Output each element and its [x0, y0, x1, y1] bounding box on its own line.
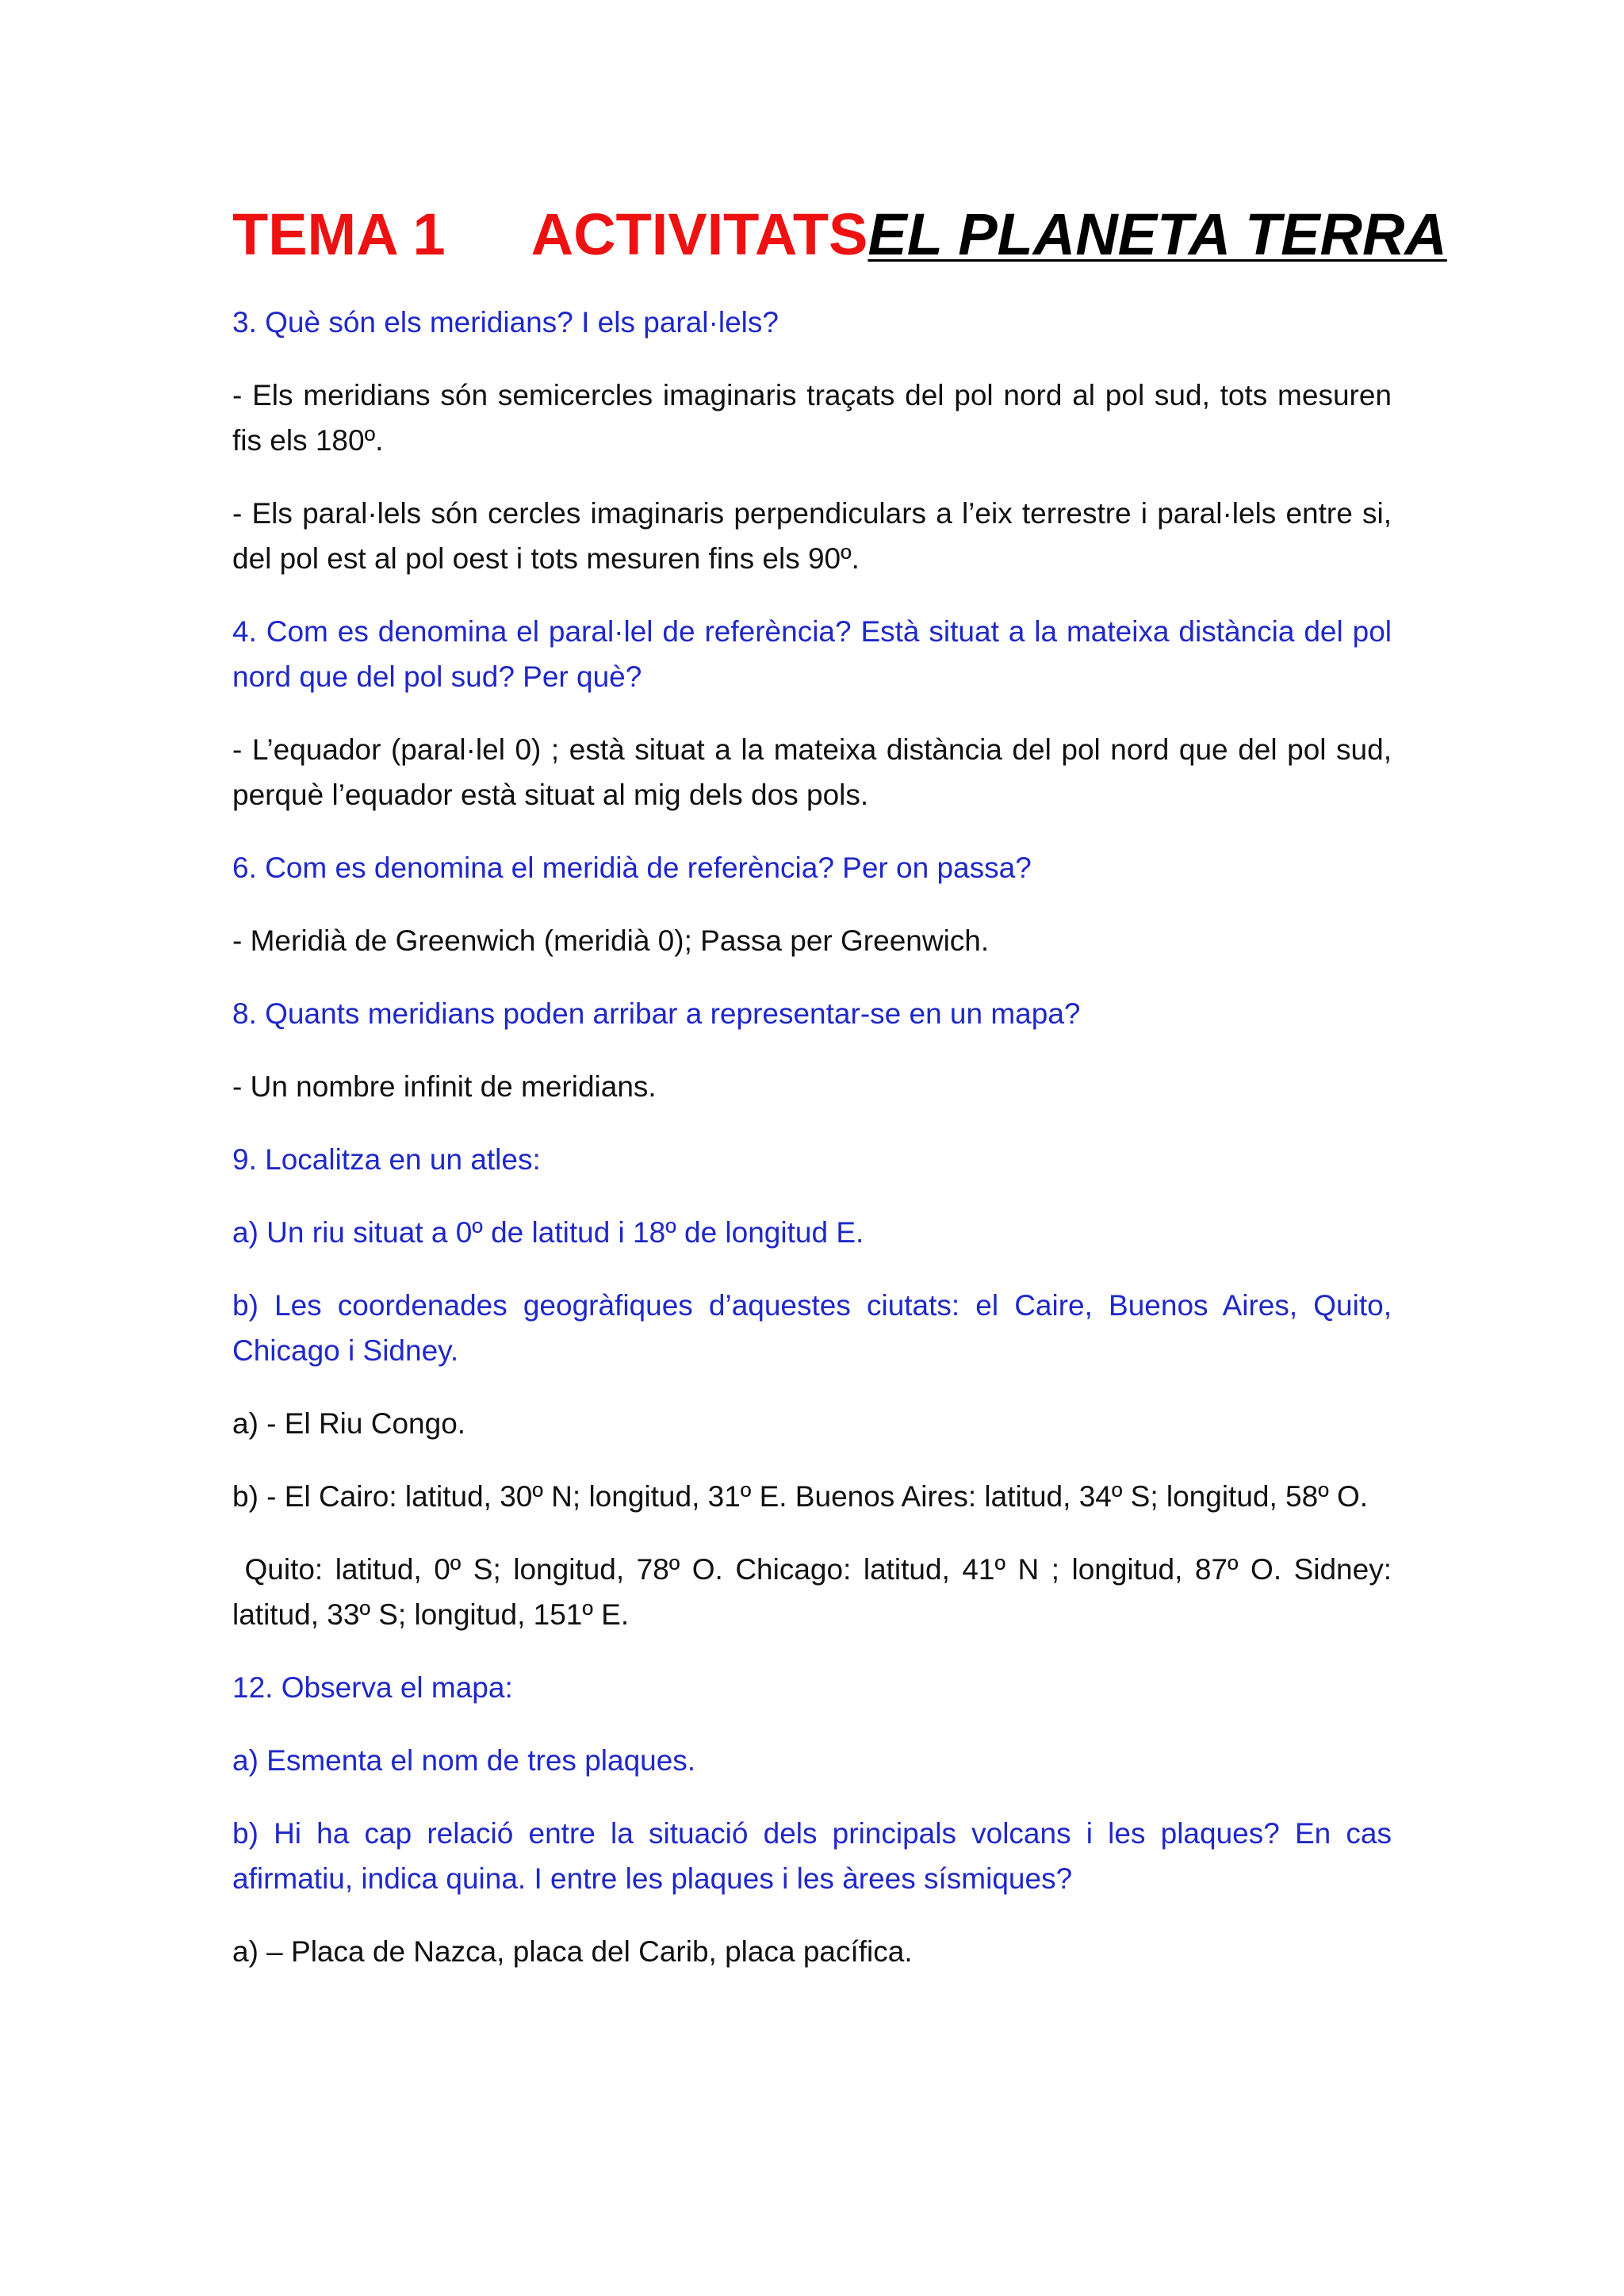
question-12: 12. Observa el mapa: [232, 1671, 513, 1704]
question-12b: b) Hi ha cap relació entre la situació dels principals volcans i les plaques? En cas afirmatiu, indica quina. I entre les plaques i les àrees sísmiques? [232, 1817, 1392, 1895]
title-subject: EL PLANETA TERRA [868, 201, 1447, 267]
question-6: 6. Com es denomina el meridià de referència? Per on passa? [232, 851, 1032, 884]
answer-3-meridians: - Els meridians són semicercles imaginaris traçats del pol nord al pol sud, tots mesuren fis els 180º. [232, 379, 1392, 457]
question-4: 4. Com es denomina el paral·lel de referència? Està situat a la mateixa distància del pol nord que del pol sud? Per què? [232, 615, 1392, 693]
document-page [232, 198, 1447, 2002]
answer-6: - Meridià de Greenwich (meridià 0); Passa per Greenwich. [232, 924, 990, 957]
title-activitats: ACTIVITATS [530, 201, 868, 267]
answer-12a: a) – Placa de Nazca, placa del Carib, placa pacífica. [232, 1935, 913, 1968]
question-9a: a) Un riu situat a 0º de latitud i 18º de longitud E. [232, 1216, 864, 1249]
question-8: 8. Quants meridians poden arribar a representar-se en un mapa? [232, 997, 1081, 1030]
answer-9b-part2: Quito: latitud, 0º S; longitud, 78º O. Chicago: latitud, 41º N ; longitud, 87º O. Sidney: latitud, 33º S; longitud, 151º E. [232, 1553, 1400, 1631]
document-title [232, 198, 1447, 271]
question-9: 9. Localitza en un atles: [232, 1143, 541, 1176]
question-9b: b) Les coordenades geogràfiques d’aquestes ciutats: el Caire, Buenos Aires, Quito, Chicago i Sidney. [232, 1289, 1392, 1367]
question-3: 3. Què són els meridians? I els paral·lels? [232, 306, 779, 339]
answer-8: - Un nombre infinit de meridians. [232, 1070, 657, 1103]
answer-9b-part1: b) - El Cairo: latitud, 30º N; longitud, 31º E. Buenos Aires: latitud, 34º S; longitud, 58º O. [232, 1480, 1369, 1513]
answer-9a: a) - El Riu Congo. [232, 1407, 466, 1440]
title-tema: TEMA 1 [232, 201, 446, 267]
answer-4: - L’equador (paral·lel 0) ; està situat a la mateixa distància del pol nord que del pol sud, perquè l’equador està situat al mig dels dos pols. [232, 733, 1392, 811]
answer-3-parallels: - Els paral·lels són cercles imaginaris perpendiculars a l’eix terrestre i paral·lels entre si, del pol est al pol oest i tots mesuren fins els 90º. [232, 497, 1392, 575]
question-12a: a) Esmenta el nom de tres plaques. [232, 1744, 696, 1777]
